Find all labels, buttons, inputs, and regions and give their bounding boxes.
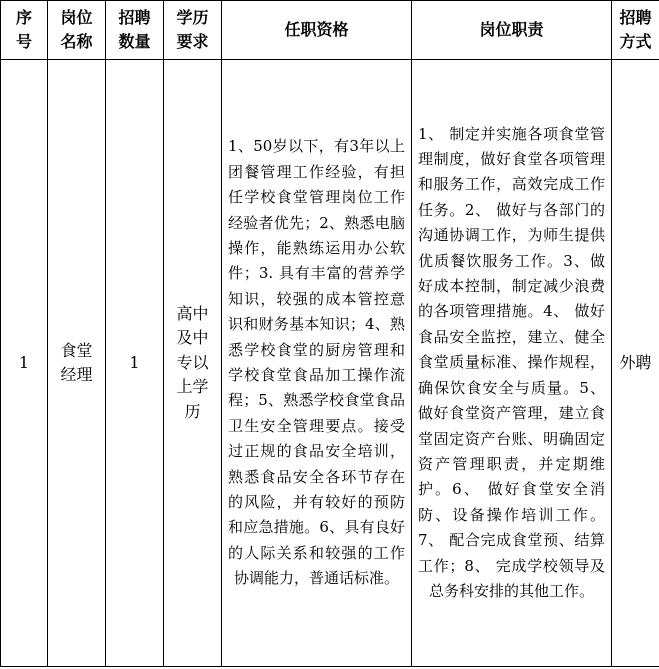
- cell-education-line1: 高中: [176, 303, 209, 323]
- cell-education-line5: 历: [184, 401, 201, 421]
- header-method-line1: 招聘: [619, 8, 652, 27]
- header-position-line1: 岗位: [60, 8, 93, 27]
- header-count-line1: 招聘: [118, 8, 151, 27]
- header-position: [48, 1, 106, 60]
- cell-seq: 1: [1, 60, 48, 667]
- header-seq: [1, 1, 48, 60]
- header-seq-line2: 号: [15, 32, 32, 51]
- cell-position: [48, 60, 106, 667]
- cell-education-line3: 专以: [176, 352, 209, 372]
- qualifications-text: 1、50岁以下，有3年以上团餐管理工作经验，有担任学校食堂管理岗位工作经验者优先；2、熟悉电脑操作，能熟练运用办公软件；3. 具有丰富的营养学知识，较强的成本管控意识和财务基本知识；4、熟悉学校食堂的厨房管理和学校食堂食品加工操作流程；5、熟悉学校食堂食品卫生安全管理要点。接受过正规的食品安全培训，熟悉食品安全各环节存在的风险，并有较好的预防和应急措施。6、具有良好的人际关系和较强的工作协调能力，普通话标准。: [228, 137, 405, 588]
- header-duties: 岗位职责: [412, 1, 612, 60]
- cell-education-line2: 及中: [176, 328, 209, 348]
- header-seq-line1: 序: [15, 8, 32, 27]
- header-education-line1: 学历: [176, 8, 209, 27]
- table-row: [1, 60, 659, 667]
- header-count-line2: 数量: [118, 32, 151, 51]
- cell-position-line2: 经理: [60, 365, 93, 384]
- cell-duties: [412, 60, 612, 667]
- cell-education-line4: 上学: [176, 377, 209, 397]
- header-row: [1, 1, 659, 60]
- duties-text: 1、 制定并实施各项食堂管理制度，做好食堂各项管理和服务工作，高效完成工作任务。2、 做好与各部门的沟通协调工作，为师生提供优质餐饮服务工作。3、做好成本控制，制定减少浪费的各项管理措施。4、 做好食品安全监控，建立、健全食堂质量标准、操作规程，确保饮食安全与质量。5、 做好食堂资产管理，建立食堂固定资产台账、明确固定资产管理职责，并定期维护。6、 做好食堂安全消防、设备操作培训工作。7、 配合完成食堂预、结算工作；8、 完成学校领导及总务科安排的其他工作。: [418, 124, 605, 600]
- header-count: [106, 1, 164, 60]
- header-education: [164, 1, 222, 60]
- cell-qualifications: [222, 60, 412, 667]
- header-education-line2: 要求: [176, 32, 209, 51]
- cell-education: [164, 60, 222, 667]
- header-position-line2: 名称: [60, 32, 93, 51]
- cell-count: 1: [106, 60, 164, 667]
- header-qualifications: 任职资格: [222, 1, 412, 60]
- cell-method: 外聘: [612, 60, 659, 667]
- header-method: [612, 1, 659, 60]
- cell-position-line1: 食堂: [60, 341, 93, 360]
- header-method-line2: 方式: [619, 32, 652, 51]
